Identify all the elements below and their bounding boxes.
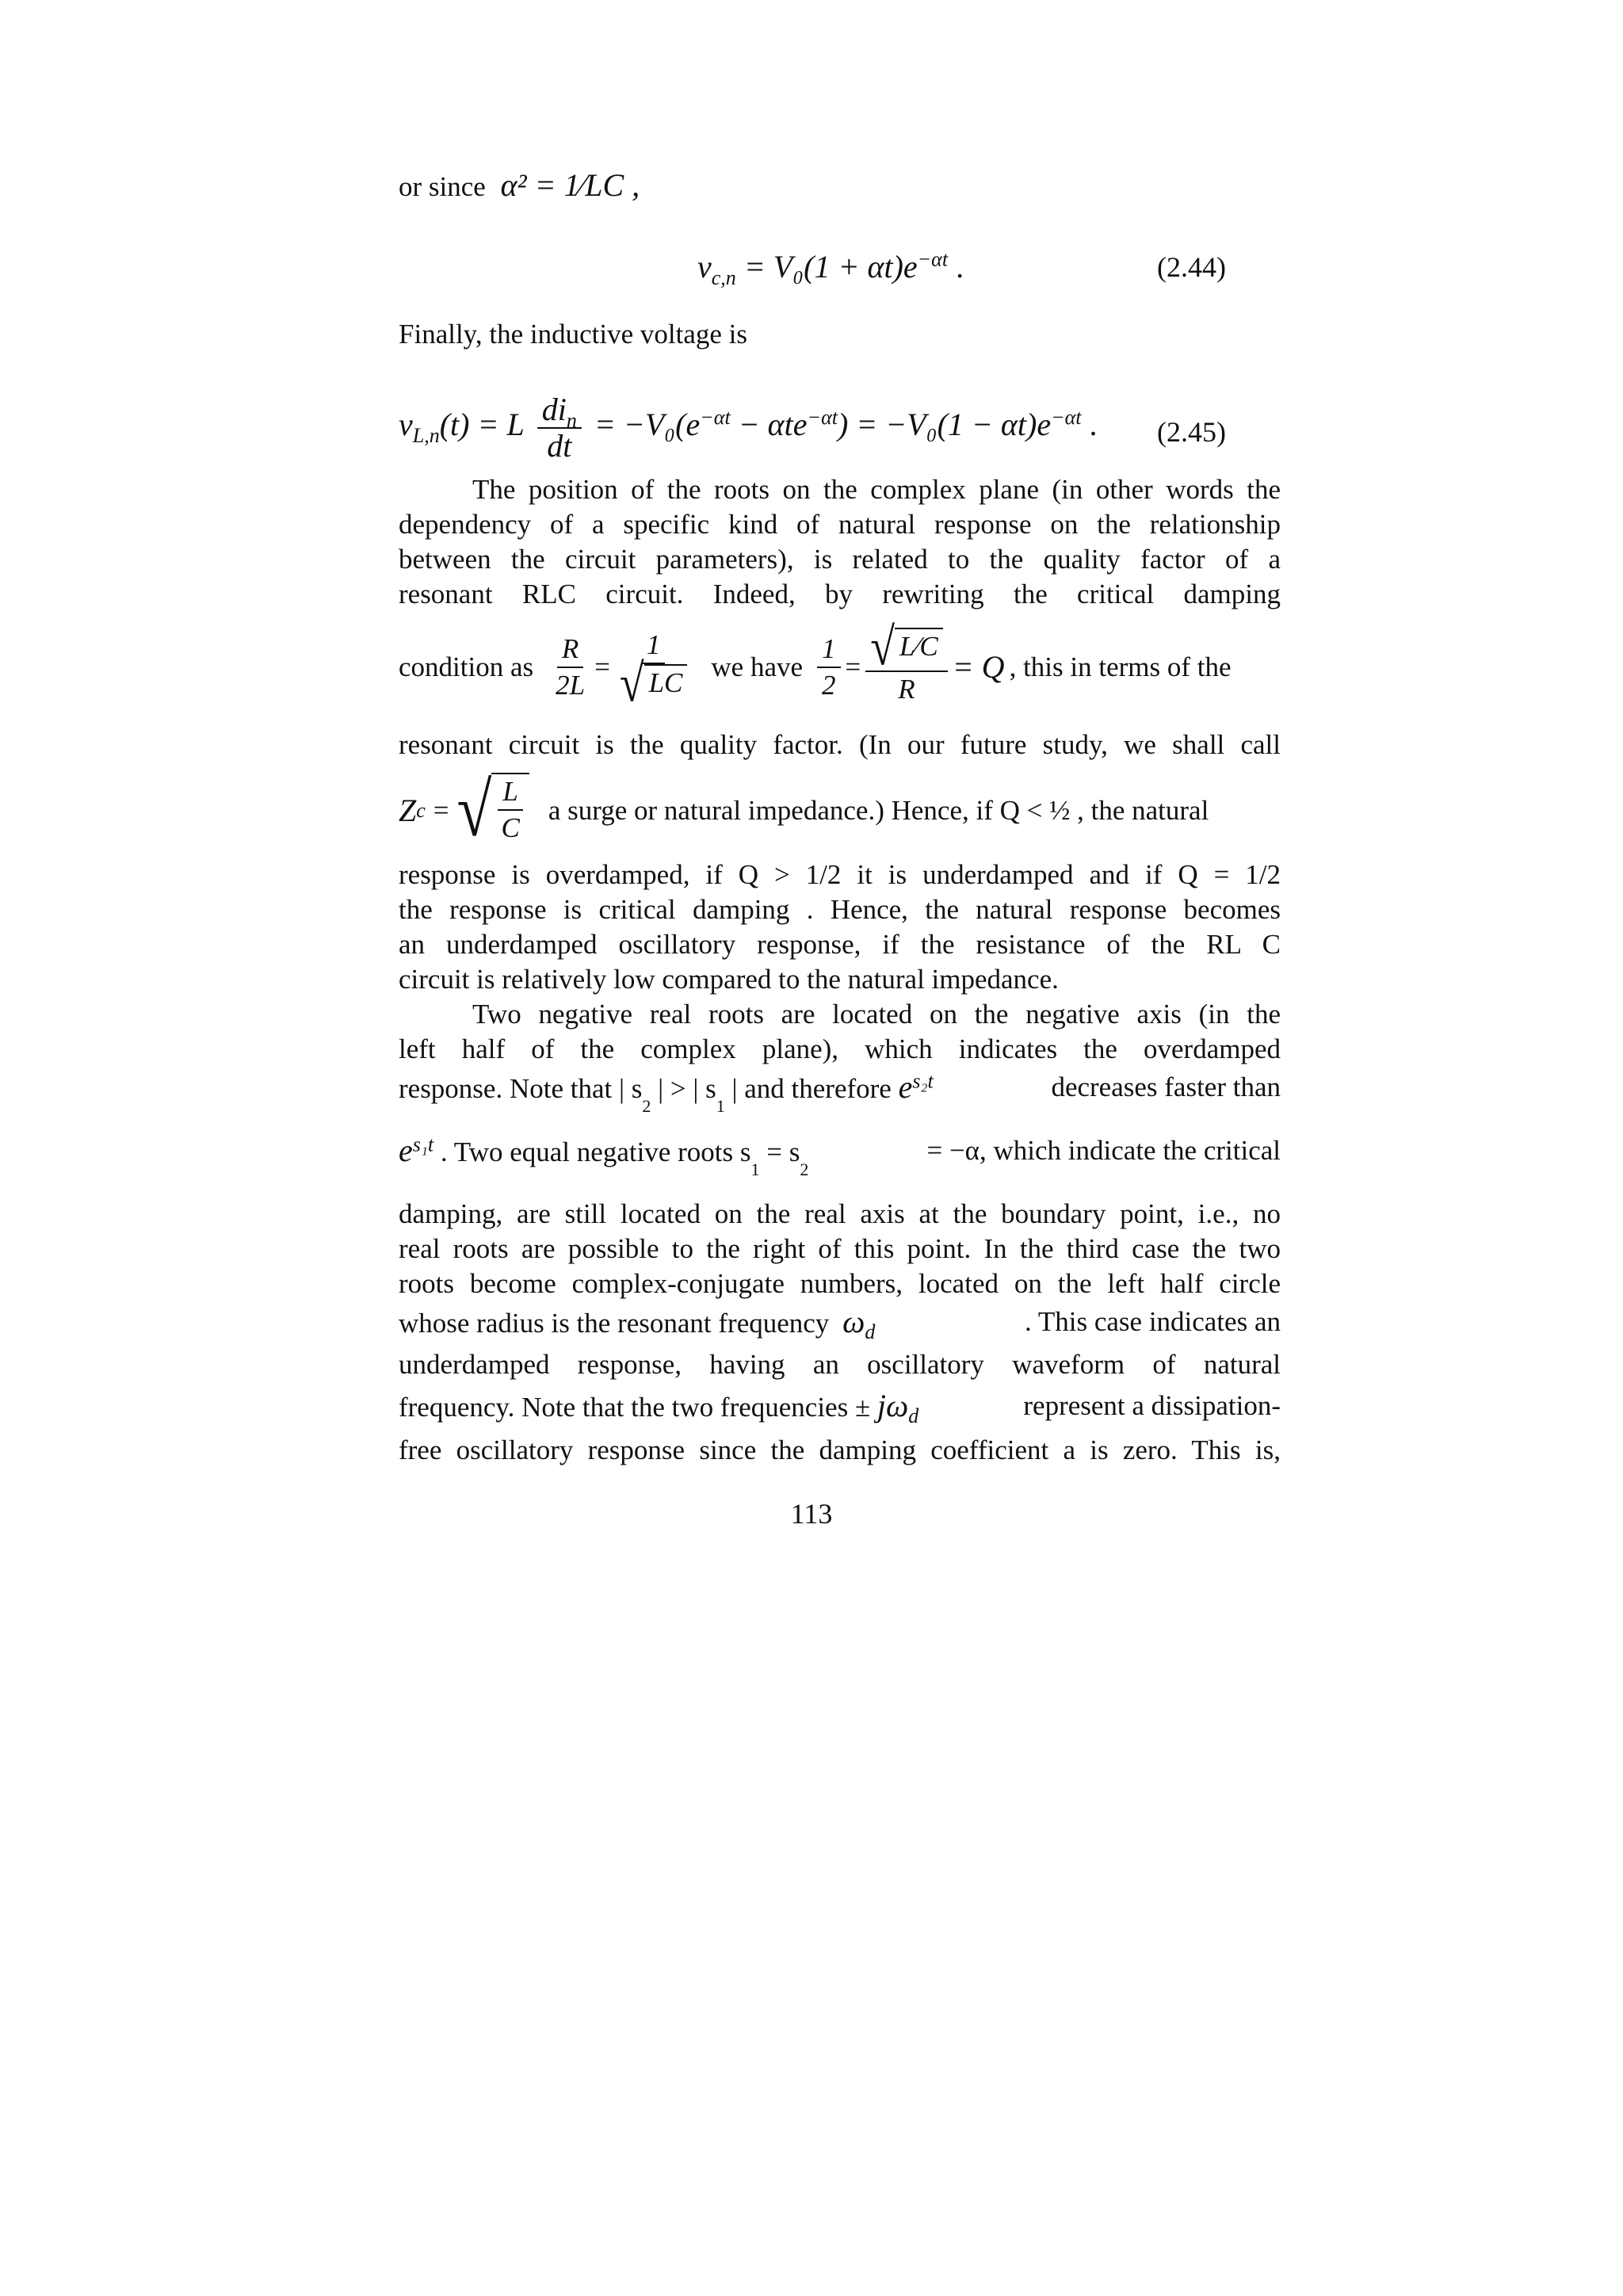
equation-number-2-44: (2.44) — [1157, 251, 1226, 283]
paragraph-line: an underdamped oscillatory response, if the resistance of the RL C — [399, 929, 1281, 960]
paragraph-line: The position of the roots on the complex plane (in other words the — [472, 474, 1281, 505]
paragraph-line: dependency of a specific kind of natural response on the relationship — [399, 509, 1281, 540]
one-half-fraction: $\frac{1}{2}$ — [817, 632, 841, 703]
zc-line: Z c = √ $\frac{L}{C}$ a surge or natural impedance.) Hence, if Q < ½ , the natural — [399, 769, 1209, 853]
paragraph-line: underdamped response, having an oscillatory waveform of natural — [399, 1349, 1281, 1380]
din-dt-fraction: $\frac{di_n}{dt}$ — [537, 392, 582, 464]
paragraph-line: circuit is relatively low compared to the natural impedance. — [399, 964, 1059, 995]
alpha-squared-formula: α² = 1⁄LC , — [500, 167, 640, 203]
condition-line: condition as $\frac{R}{2L}$ = 1 √ LC we have $\frac{1}{2}$ = √ L⁄C R = Q , this in terms of the — [399, 617, 1232, 714]
sqrt-l-over-c: √ $\frac{L}{C}$ — [457, 773, 529, 849]
intro-line — [399, 168, 1281, 204]
intro-prefix: or since — [399, 171, 486, 202]
paragraph-line: resonant circuit is the quality factor. (In our future study, we shall call — [399, 729, 1281, 760]
paragraph-line: free oscillatory response since the damping coefficient a is zero. This is, — [399, 1435, 1281, 1465]
r-over-2l-fraction: $\frac{R}{2L}$ — [556, 633, 586, 701]
one-over-sqrt-lc-fraction: 1 √ LC — [615, 628, 693, 707]
finally-line: Finally, the inductive voltage is — [399, 319, 748, 350]
paragraph-line: real roots are possible to the right of this point. In the third case the two — [399, 1233, 1281, 1264]
equation-2-44: $v_{c,n} = V_0(1 + \alpha t)e^{-\alpha t}$ . — [697, 247, 964, 289]
paragraph-line: resonant RLC circuit. Indeed, by rewriting the critical damping — [399, 579, 1281, 609]
paragraph-line: Two negative real roots are located on the negative axis (in the — [472, 999, 1281, 1030]
roots-comparison-line: response. Note that | $s_2$ | > | $s_1$ | and therefore $e^{s_2t}$ decreases faster than — [399, 1069, 1281, 1116]
equation-number-2-45: (2.45) — [1157, 416, 1226, 448]
paragraph-line: roots become complex-conjugate numbers, located on the left half circle — [399, 1268, 1281, 1299]
paragraph-line: response is overdamped, if Q > 1/2 it is underdamped and if Q = 1/2 — [399, 859, 1281, 890]
paragraph-line: the response is critical damping . Hence, the natural response becomes — [399, 894, 1281, 925]
page-number: 113 — [790, 1498, 833, 1530]
sqrt-l-over-c-over-r-fraction: √ L⁄C R — [865, 628, 947, 707]
equation-2-45: $v_{L,n}(t) = L$ $\frac{di_n}{dt}$ = $-V_0(e^{-\alpha t} - \alpha te^{-\alpha t}) = -V_0(1 - \alpha t)e^{-\alpha t}$ . — [399, 392, 1098, 464]
paragraph-line: damping, are still located on the real axis at the boundary point, i.e., no — [399, 1198, 1281, 1229]
resonant-frequency-line: whose radius is the resonant frequency $\omega_d$ . This case indicates an — [399, 1304, 1281, 1343]
frequencies-line: frequency. Note that the two frequencies ± $j\omega_d$ represent a dissipation- — [399, 1388, 1281, 1427]
paragraph-line: between the circuit parameters), is related to the quality factor of a — [399, 544, 1281, 575]
paragraph-line: left half of the complex plane), which indicates the overdamped — [399, 1033, 1281, 1064]
equal-roots-line: $e^{s_1t}$ . Two equal negative roots $s_1 = s_2$ = −α, which indicate the critical — [399, 1133, 1281, 1179]
